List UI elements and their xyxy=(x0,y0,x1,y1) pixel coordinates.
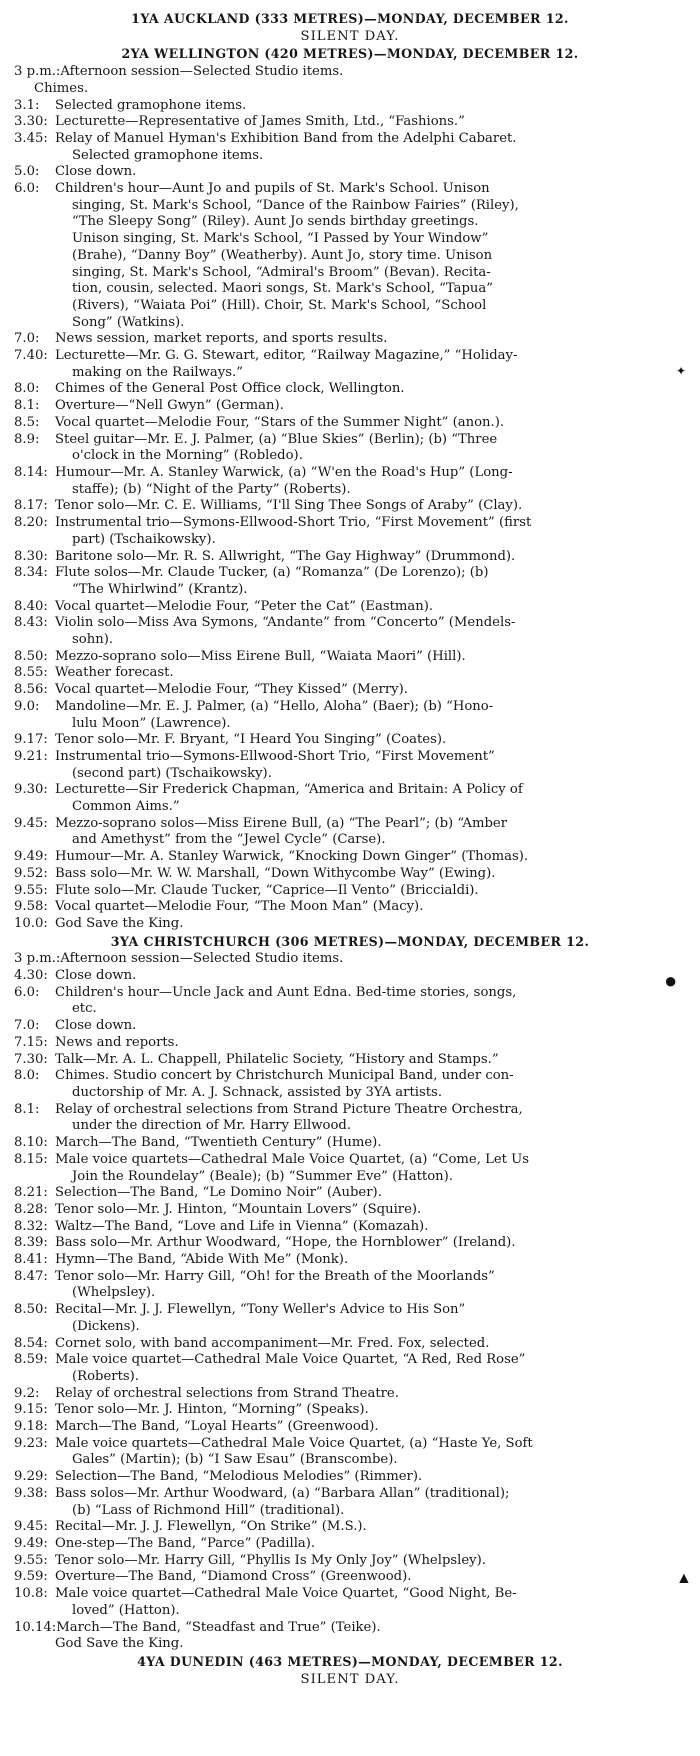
entry-description xyxy=(55,599,686,616)
programme-entry xyxy=(14,348,686,381)
programme-entry xyxy=(14,968,686,985)
entry-time: 8.54: xyxy=(14,1335,48,1351)
entry-time: 9.18: xyxy=(14,1419,48,1435)
entry-line: Afternoon session—Selected Studio items. xyxy=(60,951,344,967)
programme-entry xyxy=(14,985,686,1018)
entry-time: 3.30: xyxy=(14,114,48,130)
entry-line: Join the Roundelay” (Beale); (b) “Summer Eve” (Hatton). xyxy=(72,1168,453,1184)
entry-line: Vocal quartet—Melodie Four, “They Kissed” (Merry). xyxy=(55,682,408,698)
entry-description xyxy=(55,1536,686,1553)
entry-time: 8.10: xyxy=(14,1135,48,1151)
station-heading: 2YA WELLINGTON (420 METRES)—MONDAY, DECEMBER 12. xyxy=(121,46,579,62)
entry-time: 10.14: xyxy=(14,1619,57,1635)
programme-entry xyxy=(14,732,686,749)
entry-line: “The Whirlwind” (Krantz). xyxy=(72,581,248,597)
entry-line: God Save the King. xyxy=(55,915,184,931)
entry-line: News and reports. xyxy=(55,1034,179,1050)
entry-description xyxy=(55,1553,686,1570)
entry-description xyxy=(55,916,686,933)
entry-description xyxy=(55,1052,686,1069)
entry-time: 6.0: xyxy=(14,984,40,1000)
entry-line: etc. xyxy=(72,1001,97,1017)
entry-line: (Rivers), “Waiata Poi” (Hill). Choir, St. Mark's School, “School xyxy=(72,297,487,313)
programme-entry xyxy=(14,515,686,548)
programme-entry xyxy=(14,1352,686,1385)
entry-time: 8.15: xyxy=(14,1151,48,1167)
entry-line: Chimes. Studio concert by Christchurch Municipal Band, under con- xyxy=(55,1068,514,1084)
entry-line: “The Sleepy Song” (Riley). Aunt Jo sends birthday greetings. xyxy=(72,214,479,230)
entry-line: Mezzo-soprano solos—Miss Eirene Bull, (a) “The Pearl”; (b) “Amber xyxy=(55,815,508,831)
entry-description xyxy=(55,131,686,164)
entry-description xyxy=(55,682,686,699)
programme-entry xyxy=(14,1336,686,1353)
entry-time: 8.28: xyxy=(14,1201,48,1217)
entry-line: Overture—The Band, “Diamond Cross” (Greenwood). xyxy=(55,1569,412,1585)
entry-time: 8.50: xyxy=(14,1302,48,1318)
entry-line: sohn). xyxy=(72,632,114,648)
entry-time: 7.40: xyxy=(14,348,48,364)
entry-line: Instrumental trio—Symons-Ellwood-Short Trio, “First Movement” (first xyxy=(55,515,532,531)
programme-entry xyxy=(14,1586,686,1619)
programme-entry xyxy=(14,682,686,699)
entry-line: March—The Band, “Steadfast and True” (Teike). xyxy=(56,1619,381,1635)
programme-entry xyxy=(14,1269,686,1302)
entry-description xyxy=(55,1202,686,1219)
entry-description xyxy=(55,549,686,566)
programme-entry xyxy=(14,1486,686,1519)
entry-line: (Whelpsley). xyxy=(72,1285,156,1301)
entry-time: 8.21: xyxy=(14,1185,48,1201)
entry-time: 8.1: xyxy=(14,1101,40,1117)
entry-line: Selected gramophone items. xyxy=(55,97,247,113)
entry-line: Bass solos—Mr. Arthur Woodward, (a) “Barbara Allan” (traditional); xyxy=(55,1485,510,1501)
programme-entry xyxy=(14,1419,686,1436)
silent-day-note: SILENT DAY. xyxy=(300,1671,400,1687)
entry-line: Children's hour—Aunt Jo and pupils of St. Mark's School. Unison xyxy=(55,181,490,197)
entry-line: Mandoline—Mr. E. J. Palmer, (a) “Hello, Aloha” (Baer); (b) “Hono- xyxy=(55,698,494,714)
entry-line: Flute solos—Mr. Claude Tucker, (a) “Romanza” (De Lorenzo); (b) xyxy=(55,565,489,581)
entry-time: 8.34: xyxy=(14,565,48,581)
entry-description xyxy=(55,665,686,682)
entry-description xyxy=(55,749,686,782)
entry-time: 8.41: xyxy=(14,1252,48,1268)
entry-line: Close down. xyxy=(55,164,137,180)
programme-entry xyxy=(14,98,686,115)
entry-time: 8.39: xyxy=(14,1235,48,1251)
entry-description xyxy=(60,951,686,968)
entry-line: Afternoon session—Selected Studio items. xyxy=(60,64,344,80)
entry-time: 9.2: xyxy=(14,1385,40,1401)
entry-description xyxy=(55,1135,686,1152)
entry-line: Instrumental trio—Symons-Ellwood-Short Trio, “First Movement” xyxy=(55,748,495,764)
entry-description xyxy=(55,883,686,900)
entry-line: Tenor solo—Mr. J. Hinton, “Mountain Lovers” (Squire). xyxy=(55,1201,422,1217)
entry-line: (Brahe), “Danny Boy” (Weatherby). Aunt Jo, story time. Unison xyxy=(72,247,493,263)
entry-line: Cornet solo, with band accompaniment—Mr. Fred. Fox, selected. xyxy=(55,1335,490,1351)
entry-description xyxy=(55,164,686,181)
programme-entry xyxy=(14,114,686,131)
entry-time: 10.8: xyxy=(14,1586,48,1602)
programme-entry xyxy=(14,849,686,866)
programme-entry xyxy=(14,415,686,432)
entry-description xyxy=(55,498,686,515)
entry-time: 9.17: xyxy=(14,732,48,748)
entry-time: 8.43: xyxy=(14,615,48,631)
entry-time: 9.45: xyxy=(14,1519,48,1535)
entry-line: singing, St. Mark's School, “Admiral's Broom” (Bevan). Recita- xyxy=(72,264,491,280)
silent-day-note: SILENT DAY. xyxy=(300,28,400,44)
entry-time: 8.14: xyxy=(14,464,48,480)
entry-line: o'clock in the Morning” (Robledo). xyxy=(72,448,303,464)
entry-line: (b) “Lass of Richmond Hill” (traditional). xyxy=(72,1502,345,1518)
entry-line: part) (Tschaikowsky). xyxy=(72,531,216,547)
entry-line: Tenor solo—Mr. F. Bryant, “I Heard You Singing” (Coates). xyxy=(55,732,447,748)
entry-line: Bass solo—Mr. Arthur Woodward, “Hope, the Hornblower” (Ireland). xyxy=(55,1235,516,1251)
entry-line: Weather forecast. xyxy=(55,665,174,681)
entry-line: Recital—Mr. J. J. Flewellyn, “On Strike” (M.S.). xyxy=(55,1519,367,1535)
entry-description xyxy=(55,398,686,415)
entry-time: 9.30: xyxy=(14,782,48,798)
entry-line: Tenor solo—Mr. J. Hinton, “Morning” (Speaks). xyxy=(55,1402,369,1418)
entry-time: 9.49: xyxy=(14,1535,48,1551)
entry-time: 8.9: xyxy=(14,431,40,447)
entry-line: Overture—“Nell Gwyn” (German). xyxy=(55,398,284,414)
programme-entry xyxy=(14,1152,686,1185)
entry-description xyxy=(55,816,686,849)
programme-note: God Save the King. xyxy=(55,1636,184,1652)
entry-description xyxy=(55,1469,686,1486)
ink-mark-icon: ✦ xyxy=(676,364,687,378)
entry-time: 9.45: xyxy=(14,815,48,831)
entry-description xyxy=(55,181,686,331)
entry-line: Tenor solo—Mr. Harry Gill, “Phyllis Is My Only Joy” (Whelpsley). xyxy=(55,1552,486,1568)
entry-line: Close down. xyxy=(55,1018,137,1034)
programme-entry xyxy=(14,916,686,933)
entry-line: Hymn—The Band, “Abide With Me” (Monk). xyxy=(55,1252,349,1268)
entry-line: Children's hour—Uncle Jack and Aunt Edna. Bed-time stories, songs, xyxy=(55,984,517,1000)
entry-description xyxy=(55,1586,686,1619)
entry-time: 3 p.m.: xyxy=(14,64,61,80)
programme-entry xyxy=(14,131,686,164)
entry-line: Talk—Mr. A. L. Chappell, Philatelic Society, “History and Stamps.” xyxy=(55,1051,499,1067)
entry-line: Male voice quartet—Cathedral Male Voice Quartet, “Good Night, Be- xyxy=(55,1586,517,1602)
entry-description xyxy=(55,985,686,1018)
entry-description xyxy=(60,64,686,81)
entry-line: Gales” (Martin); (b) “I Saw Esau” (Branscombe). xyxy=(72,1452,398,1468)
programme-entry xyxy=(14,1553,686,1570)
entry-time: 7.15: xyxy=(14,1034,48,1050)
entry-time: 5.0: xyxy=(14,164,40,180)
entry-time: 8.47: xyxy=(14,1268,48,1284)
entry-description xyxy=(55,615,686,648)
entry-time: 8.5: xyxy=(14,414,40,430)
entry-line: Lecturette—Mr. G. G. Stewart, editor, “Railway Magazine,” “Holiday- xyxy=(55,348,518,364)
programme-entry xyxy=(14,951,686,968)
entry-line: Selection—The Band, “Melodious Melodies” (Rimmer). xyxy=(55,1469,423,1485)
entry-description xyxy=(55,1152,686,1185)
entry-line: Mezzo-soprano solo—Miss Eirene Bull, “Waiata Maori” (Hill). xyxy=(55,648,466,664)
entry-time: 3 p.m.: xyxy=(14,951,61,967)
programme-entry xyxy=(14,1569,686,1586)
entry-time: 9.21: xyxy=(14,748,48,764)
entry-description xyxy=(55,968,686,985)
entry-time: 9.58: xyxy=(14,899,48,915)
programme-entry xyxy=(14,164,686,181)
entry-description xyxy=(55,331,686,348)
entry-line: loved” (Hatton). xyxy=(72,1602,180,1618)
entry-time: 6.0: xyxy=(14,181,40,197)
entry-time: 9.0: xyxy=(14,698,40,714)
entry-time: 8.59: xyxy=(14,1352,48,1368)
entry-line: Relay of orchestral selections from Strand Picture Theatre Orchestra, xyxy=(55,1101,523,1117)
entry-description xyxy=(55,849,686,866)
entry-line: Baritone solo—Mr. R. S. Allwright, “The Gay Highway” (Drummond). xyxy=(55,548,516,564)
entry-description xyxy=(55,348,686,381)
entry-line: Violin solo—Miss Ava Symons, “Andante” from “Concerto” (Mendels- xyxy=(55,615,516,631)
entry-line: ductorship of Mr. A. J. Schnack, assisted by 3YA artists. xyxy=(72,1085,443,1100)
programme-entry xyxy=(14,1202,686,1219)
entry-line: singing, St. Mark's School, “Dance of the Rainbow Fairies” (Riley), xyxy=(72,197,519,213)
entry-line: Unison singing, St. Mark's School, “I Passed by Your Window” xyxy=(72,231,489,247)
entry-time: 4.30: xyxy=(14,968,48,984)
programme-entry xyxy=(14,1469,686,1486)
entry-time: 8.56: xyxy=(14,682,48,698)
programme-entry xyxy=(14,1386,686,1403)
entry-description xyxy=(55,1352,686,1385)
station-heading: 4YA DUNEDIN (463 METRES)—MONDAY, DECEMBER 12. xyxy=(137,1653,563,1669)
entry-time: 9.59: xyxy=(14,1569,48,1585)
programme-entry xyxy=(14,1252,686,1269)
entry-line: Humour—Mr. A. Stanley Warwick, (a) “W'en the Road's Hup” (Long- xyxy=(55,464,513,480)
entry-description xyxy=(55,565,686,598)
entry-line: under the direction of Mr. Harry Ellwood. xyxy=(72,1118,352,1134)
entry-line: Common Aims.” xyxy=(72,799,180,815)
programme-entry xyxy=(14,1235,686,1252)
programme-entry xyxy=(14,549,686,566)
entry-description xyxy=(55,1035,686,1052)
entry-description xyxy=(55,782,686,815)
entry-line: Bass solo—Mr. W. W. Marshall, “Down Withycombe Way” (Ewing). xyxy=(55,865,496,881)
programme-entry xyxy=(14,883,686,900)
entry-time: 3.1: xyxy=(14,97,40,113)
programme-entry xyxy=(14,1219,686,1236)
entry-line: Recital—Mr. J. J. Flewellyn, “Tony Weller's Advice to His Son” xyxy=(55,1302,466,1318)
entry-line: Lecturette—Sir Frederick Chapman, “America and Britain: A Policy of xyxy=(55,782,523,798)
entry-line: Humour—Mr. A. Stanley Warwick, “Knocking Down Ginger” (Thomas). xyxy=(55,849,529,865)
entry-time: 8.1: xyxy=(14,398,40,414)
entry-description xyxy=(55,1235,686,1252)
entry-time: 8.32: xyxy=(14,1218,48,1234)
programme-entry xyxy=(14,1302,686,1335)
programme-entry xyxy=(14,1519,686,1536)
entry-description xyxy=(55,98,686,115)
entry-line: Chimes of the General Post Office clock, Wellington. xyxy=(55,381,405,397)
entry-line: Male voice quartets—Cathedral Male Voice Quartet, (a) “Come, Let Us xyxy=(55,1151,530,1167)
programme-entry xyxy=(14,381,686,398)
entry-description xyxy=(55,1068,686,1101)
programme-entry xyxy=(14,749,686,782)
entry-line: Lecturette—Representative of James Smith, Ltd., “Fashions.” xyxy=(55,114,465,130)
programme-entry xyxy=(14,498,686,515)
entry-time: 9.23: xyxy=(14,1435,48,1451)
programme-entry xyxy=(14,181,686,331)
entry-description xyxy=(55,415,686,432)
programme-entry xyxy=(14,1185,686,1202)
entry-line: Male voice quartet—Cathedral Male Voice Quartet, “A Red, Red Rose” xyxy=(55,1352,526,1368)
entry-description xyxy=(55,381,686,398)
entry-description xyxy=(55,732,686,749)
entry-line: Vocal quartet—Melodie Four, “Stars of the Summer Night” (anon.). xyxy=(55,414,505,430)
entry-time: 7.0: xyxy=(14,331,40,347)
entry-time: 9.29: xyxy=(14,1469,48,1485)
entry-time: 8.0: xyxy=(14,381,40,397)
programme-entry xyxy=(14,866,686,883)
programme-entry xyxy=(14,1052,686,1069)
entry-line: Male voice quartets—Cathedral Male Voice Quartet, (a) “Haste Ye, Soft xyxy=(55,1435,533,1451)
entry-line: staffe); (b) “Night of the Party” (Roberts). xyxy=(72,481,351,497)
entry-description xyxy=(55,1419,686,1436)
entry-description xyxy=(55,1386,686,1403)
programme-entry xyxy=(14,615,686,648)
entry-line: March—The Band, “Loyal Hearts” (Greenwood). xyxy=(55,1419,379,1435)
entry-time: 8.50: xyxy=(14,648,48,664)
entry-description xyxy=(55,1219,686,1236)
programme-entry xyxy=(14,432,686,465)
ink-blot-icon: ▲ xyxy=(676,1570,692,1587)
programme-entry xyxy=(14,1102,686,1135)
entry-line: News session, market reports, and sports results. xyxy=(55,331,388,347)
entry-description xyxy=(55,1252,686,1269)
entry-line: Waltz—The Band, “Love and Life in Vienna” (Komazah). xyxy=(55,1218,429,1234)
entry-time: 8.0: xyxy=(14,1068,40,1084)
entry-description xyxy=(55,114,686,131)
programme-entry xyxy=(14,565,686,598)
entry-line: One-step—The Band, “Parce” (Padilla). xyxy=(55,1535,316,1551)
programme-entry xyxy=(14,1018,686,1035)
entry-line: (Dickens). xyxy=(72,1318,140,1334)
entry-description xyxy=(55,1436,686,1469)
entry-line: Flute solo—Mr. Claude Tucker, “Caprice—Il Vento” (Briccialdi). xyxy=(55,882,479,898)
entry-description xyxy=(55,465,686,498)
entry-time: 9.49: xyxy=(14,849,48,865)
entry-time: 8.55: xyxy=(14,665,48,681)
programme-entry xyxy=(14,1402,686,1419)
programme-entry xyxy=(14,465,686,498)
entry-time: 7.0: xyxy=(14,1018,40,1034)
station-heading: 3YA CHRISTCHURCH (306 METRES)—MONDAY, DECEMBER 12. xyxy=(110,933,590,949)
programme-entry xyxy=(14,816,686,849)
programme-entry xyxy=(14,899,686,916)
entry-description xyxy=(55,1486,686,1519)
programme-entry xyxy=(14,599,686,616)
programme-entry xyxy=(14,398,686,415)
entry-description xyxy=(55,432,686,465)
entry-description xyxy=(55,1269,686,1302)
entry-description xyxy=(55,1569,686,1586)
programme-entry xyxy=(14,1620,686,1637)
programme-entry xyxy=(14,1068,686,1101)
entry-time: 9.38: xyxy=(14,1485,48,1501)
entry-time: 8.17: xyxy=(14,498,48,514)
programme-entry xyxy=(14,699,686,732)
entry-description xyxy=(55,866,686,883)
programme-note: Chimes. xyxy=(34,80,89,96)
programme-entry xyxy=(14,649,686,666)
entry-time: 10.0: xyxy=(14,915,48,931)
entry-line: lulu Moon” (Lawrence). xyxy=(72,715,231,731)
entry-time: 9.55: xyxy=(14,1552,48,1568)
entry-time: 9.15: xyxy=(14,1402,48,1418)
programme-entry xyxy=(14,64,686,81)
station-heading: 1YA AUCKLAND (333 METRES)—MONDAY, DECEMBER 12. xyxy=(131,11,569,26)
entry-time: 8.40: xyxy=(14,598,48,614)
entry-time: 8.30: xyxy=(14,548,48,564)
entry-description xyxy=(55,649,686,666)
entry-time: 7.30: xyxy=(14,1051,48,1067)
entry-description xyxy=(55,1185,686,1202)
entry-line: Selection—The Band, “Le Domino Noir” (Auber). xyxy=(55,1185,382,1201)
entry-description xyxy=(55,1018,686,1035)
entry-line: Tenor solo—Mr. Harry Gill, “Oh! for the Breath of the Moorlands” xyxy=(55,1268,495,1284)
programme-entry xyxy=(14,1135,686,1152)
entry-line: Selected gramophone items. xyxy=(72,147,264,163)
entry-time: 9.55: xyxy=(14,882,48,898)
entry-line: Tenor solo—Mr. C. E. Williams, “I'll Sing Thee Songs of Araby” (Clay). xyxy=(55,498,523,514)
entry-time: 8.20: xyxy=(14,515,48,531)
entry-description xyxy=(55,699,686,732)
entry-line: Relay of Manuel Hyman's Exhibition Band from the Adelphi Cabaret. xyxy=(55,130,517,146)
programme-entry xyxy=(14,665,686,682)
programme-entry xyxy=(14,1436,686,1469)
entry-line: (Roberts). xyxy=(72,1368,139,1384)
entry-line: Vocal quartet—Melodie Four, “Peter the Cat” (Eastman). xyxy=(55,598,434,614)
entry-description xyxy=(55,899,686,916)
entry-description xyxy=(55,1302,686,1335)
entry-line: and Amethyst” from the “Jewel Cycle” (Carse). xyxy=(72,832,386,848)
entry-time: 3.45: xyxy=(14,130,48,146)
ink-blot-icon: ● xyxy=(664,968,678,993)
entry-description xyxy=(55,1402,686,1419)
entry-line: March—The Band, “Twentieth Century” (Hume). xyxy=(55,1135,382,1151)
programme-entry xyxy=(14,331,686,348)
entry-description xyxy=(55,1519,686,1536)
entry-line: making on the Railways.” xyxy=(72,364,243,380)
entry-line: Relay of orchestral selections from Strand Theatre. xyxy=(55,1385,399,1401)
programme-entry xyxy=(14,1035,686,1052)
entry-line: Song” (Watkins). xyxy=(72,314,185,330)
programme-entry xyxy=(14,1536,686,1553)
entry-description xyxy=(56,1620,686,1637)
entry-description xyxy=(55,1102,686,1135)
entry-time: 9.52: xyxy=(14,865,48,881)
entry-line: Vocal quartet—Melodie Four, “The Moon Man” (Macy). xyxy=(55,899,424,915)
programme-entry xyxy=(14,782,686,815)
entry-line: Close down. xyxy=(55,968,137,984)
entry-line: tion, cousin, selected. Maori songs, St. Mark's School, “Tapua” xyxy=(72,281,494,297)
entry-line: Steel guitar—Mr. E. J. Palmer, (a) “Blue Skies” (Berlin); (b) “Three xyxy=(55,431,498,447)
entry-description xyxy=(55,1336,686,1353)
entry-line: (second part) (Tschaikowsky). xyxy=(72,765,272,781)
entry-description xyxy=(55,515,686,548)
